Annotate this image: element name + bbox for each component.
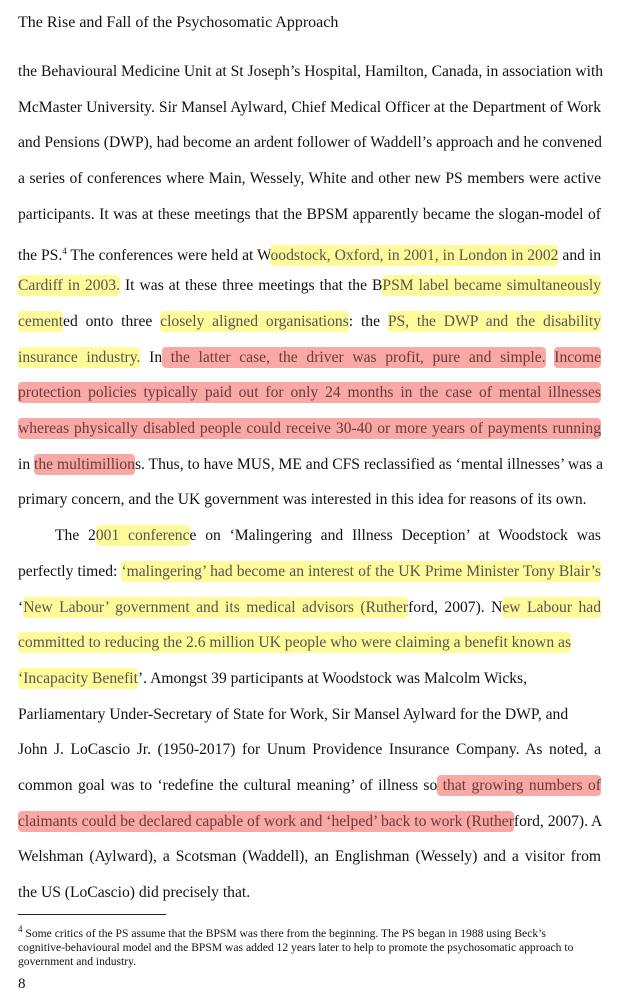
- text-line: [18, 98, 601, 118]
- footnote-number: 4: [18, 924, 23, 934]
- yellow-highlight: ‘Incapacity Benefit: [18, 669, 138, 687]
- text-line: [18, 383, 601, 403]
- text-segment: ‘: [18, 598, 24, 616]
- red-highlight: claimants could be declared capable of work and ‘helped’ back to work (Ruther: [18, 812, 514, 830]
- text-segment: [546, 349, 555, 366]
- text-line: [18, 312, 601, 332]
- yellow-highlight: 001 conferenc: [95, 527, 190, 545]
- text-line: [18, 847, 601, 867]
- yellow-highlight: closely aligned organisations: [160, 312, 349, 330]
- text-segment: in: [18, 455, 35, 473]
- red-highlight: the multimillion: [34, 455, 135, 473]
- text-line: [18, 812, 601, 832]
- footnote-text: Some critics of the PS assume that the BPSM was there from the beginning. The PS began in 1988 using Beck’s cognitive-behavioural model and the BPSM was added 12 years later to help to promote the psychosomatic approach to government and industry.: [18, 926, 574, 968]
- text-line: [18, 633, 601, 653]
- red-highlight: the latter case, the driver was profit, pure and simple.: [162, 348, 546, 366]
- text-segment: and Pensions (DWP), had become an ardent follower of Waddell’s approach and he convened: [18, 134, 602, 152]
- text-segment: ’. Amongst 39 participants at Woodstock was Malcolm Wicks,: [137, 669, 528, 687]
- text-line: [18, 490, 601, 510]
- text-segment: the US (LoCascio) did precisely that.: [18, 884, 251, 902]
- text-line: [18, 740, 601, 760]
- yellow-highlight: committed to reducing the 2.6 million UK people who were claiming a benefit known as: [18, 634, 572, 652]
- text-segment: perfectly timed:: [18, 562, 122, 580]
- text-segment: It was at these three meetings that the B: [119, 277, 383, 295]
- yellow-highlight: insurance industry.: [18, 348, 141, 366]
- text-segment: s. Thus, to have MUS, ME and CFS reclassified as ‘mental illnesses’ was a: [134, 455, 604, 473]
- text-segment: the Behavioural Medicine Unit at St Joseph’s Hospital, Hamilton, Canada, in association with: [18, 63, 604, 80]
- page-number: 8: [18, 976, 26, 992]
- text-segment: McMaster University. Sir Mansel Aylward, Chief Medical Officer at the Department of Work: [18, 98, 601, 116]
- yellow-highlight: Cardiff in 2003.: [18, 277, 120, 295]
- text-segment: a series of conferences where Main, Wessely, White and other new PS members were active: [18, 170, 601, 188]
- text-line: [18, 598, 601, 618]
- yellow-highlight: oodstock, Oxford, in 2001, in London in 2002: [270, 246, 559, 264]
- text-line: [18, 62, 604, 82]
- text-line: [18, 241, 601, 266]
- yellow-highlight: New Labour’ government and its medical advisors (Ruther: [23, 598, 409, 616]
- red-highlight: protection policies typically paid out for only 24 months in the case of mental illnesses: [18, 384, 601, 402]
- text-line: [18, 169, 601, 189]
- yellow-highlight: ew Labour had: [502, 598, 602, 616]
- text-line: [18, 705, 601, 725]
- yellow-highlight: PS, the DWP and the disability: [387, 312, 601, 330]
- text-line: [18, 776, 601, 796]
- text-segment: the PS.: [18, 246, 63, 264]
- text-segment: The conferences were held at W: [66, 246, 271, 264]
- text-segment: : the: [348, 312, 388, 330]
- text-segment: John J. LoCascio Jr. (1950-2017) for Unum Providence Insurance Company. As noted, a: [18, 741, 601, 759]
- text-line: [18, 562, 601, 582]
- text-segment: participants. It was at these meetings that the BPSM apparently became the slogan-model of: [18, 205, 601, 223]
- text-line: [18, 883, 601, 903]
- text-segment: Welshman (Aylward), a Scotsman (Waddell), an Englishman (Wessely) and a visitor from: [18, 848, 601, 866]
- text-line: [18, 669, 601, 689]
- footnote: [18, 922, 578, 969]
- running-header: The Rise and Fall of the Psychosomatic Approach: [18, 14, 339, 31]
- text-line: [18, 455, 604, 475]
- text-segment: In: [140, 348, 163, 366]
- text-segment: e on ‘Malingering and Illness Deception’ at Woodstock was: [189, 527, 601, 545]
- red-highlight: whereas physically disabled people could receive 30-40 or more years of payments running: [18, 420, 601, 437]
- text-line: [18, 348, 601, 368]
- footnote-divider: [18, 914, 166, 915]
- red-highlight: that growing numbers of: [437, 777, 601, 794]
- red-highlight: Income: [554, 348, 602, 366]
- yellow-highlight: PSM label became simultaneously: [382, 277, 601, 295]
- text-segment: common goal was to ‘redefine the cultural meaning’ of illness so: [18, 777, 438, 794]
- yellow-highlight: ‘malingering’ had become an interest of the UK Prime Minister Tony Blair’s: [121, 562, 601, 580]
- text-line: [18, 419, 601, 439]
- yellow-highlight: cement: [18, 312, 64, 330]
- footnote-ref: 4: [62, 245, 67, 256]
- text-segment: primary concern, and the UK government was interested in this idea for reasons of its own.: [18, 491, 587, 509]
- text-line: [18, 205, 601, 225]
- text-line: [55, 526, 601, 546]
- text-segment: ed onto three: [63, 312, 161, 330]
- text-segment: ford, 2007). N: [408, 598, 503, 616]
- text-line: [18, 133, 601, 153]
- text-segment: and in: [558, 246, 601, 264]
- text-line: [18, 276, 601, 296]
- text-segment: The 2: [55, 527, 96, 545]
- text-segment: Parliamentary Under-Secretary of State for Work, Sir Mansel Aylward for the DWP, and: [18, 705, 569, 723]
- text-segment: ford, 2007). A: [513, 812, 603, 830]
